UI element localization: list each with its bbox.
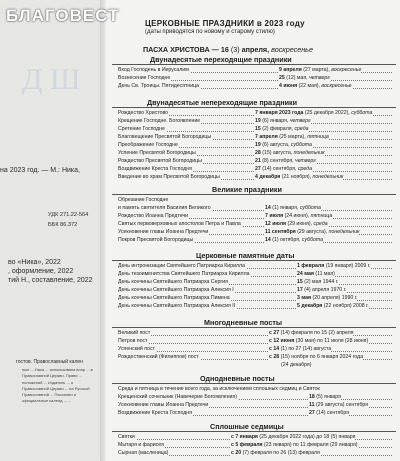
row-date: 18 (5) января	[309, 394, 341, 400]
calendar-row	[118, 386, 392, 393]
calendar-row	[118, 118, 392, 125]
section-title: Великие праздники	[212, 185, 282, 194]
section-divider	[112, 64, 396, 65]
left-page-copyright-line: во «Ника», 2022	[8, 259, 61, 266]
row-name: Крещение Господне. Богоявление	[118, 118, 201, 124]
row-date-continuation: (24 декабря)	[281, 362, 312, 368]
row-date: 14 (1) октября, суббота	[265, 237, 324, 243]
pascha-day: воскресенье	[271, 45, 313, 54]
calendar-row	[118, 287, 392, 294]
calendar-row	[118, 110, 392, 117]
left-page-bbk: ББК 86.372	[48, 222, 78, 228]
row-name: Благовещение Пресвятой Богородицы	[118, 134, 212, 140]
row-date: с 28 (15) ноября по 6 января 2024 года	[269, 354, 364, 360]
section-divider	[112, 107, 396, 108]
pascha-label: ПАСХА ХРИСТОВА — 16	[143, 45, 229, 54]
row-date: с 14 (1) по 27 (14) августа	[269, 346, 332, 352]
row-date: 11 сентября (29 августа), понедельник	[265, 229, 360, 235]
row-date: 12 июля (29 июня), среда	[265, 221, 328, 227]
row-name: Крещенский сочельник (Навечерие Богоявления)	[118, 394, 237, 400]
row-date: 4 июня (22 мая), воскресенье	[279, 83, 352, 89]
calendar-row	[118, 205, 392, 212]
row-name: Успение Пресвятой Богородицы	[118, 150, 196, 156]
section-title: Церковные памятные даты	[196, 251, 295, 260]
calendar-row	[118, 394, 392, 401]
calendar-row	[118, 126, 392, 133]
row-name: Великий пост	[118, 330, 151, 336]
row-name: День интронизации Святейшего Патриарха Кирилла	[118, 263, 245, 269]
row-name: День кончины Святейшего Патриарха Алексия II	[118, 303, 236, 309]
calendar-row	[118, 442, 392, 449]
row-name: Рождество Иоанна Предтечи	[118, 213, 189, 219]
row-date: 28 (15) августа, понедельник	[255, 150, 325, 156]
row-date: с 20 (7) февраля по 26 (13) февраля	[231, 450, 320, 456]
calendar-row	[118, 166, 392, 173]
row-name: Покров Пресвятой Богородицы	[118, 237, 194, 243]
row-name: Святых первоверховных апостолов Петра и Павла	[118, 221, 241, 227]
row-date: с 12 июня (30 мая) по 11 июля (28 июня)	[269, 338, 369, 344]
left-page-udk: УДК 271.22-564	[48, 212, 89, 218]
calendar-row	[118, 338, 392, 345]
calendar-row	[118, 142, 392, 149]
row-name: Рождество Христово	[118, 110, 169, 116]
row-name: День Св. Троицы. Пятидесятница	[118, 83, 200, 89]
section-title: Многодневные посты	[204, 318, 282, 327]
row-date: 7 января 2023 года (25 декабря 2022), суббота	[255, 110, 373, 116]
section-divider	[112, 260, 396, 261]
pascha-old-date: (3)	[230, 45, 240, 54]
section-title: Двунадесятые переходящие праздники	[150, 55, 292, 64]
row-date: 17 (4) апреля 1970 г.	[297, 287, 347, 293]
calendar-row	[118, 213, 392, 220]
row-date: 14 (1) января, суббота	[265, 205, 321, 211]
row-name: Сырная (масленица)	[118, 450, 169, 456]
calendar-row	[118, 279, 392, 286]
calendar-row	[118, 158, 392, 165]
row-name: День тезоименитства Святейшего Патриарха Кирилла	[118, 271, 250, 277]
row-date: 27 (14) сентября	[309, 410, 350, 416]
row-date: 27 (14) сентября, среда	[255, 166, 312, 172]
calendar-row	[118, 83, 392, 90]
row-name: Петров пост	[118, 338, 148, 344]
calendar-row	[118, 410, 392, 417]
calendar-row	[118, 346, 392, 353]
row-date: 21 (8) сентября, четверг	[255, 158, 316, 164]
calendar-row	[118, 221, 392, 228]
row-name: День кончины Святейшего Патриарха Пимена	[118, 295, 230, 301]
calendar-row	[118, 354, 392, 361]
section-title: Сплошные седмицы	[210, 422, 284, 431]
row-date: с 7 января (25 декабря 2022 года) до 18 (5) января	[231, 434, 356, 440]
calendar-row	[118, 303, 392, 310]
row-name: Воздвижение Креста Господня	[118, 166, 192, 172]
row-date: 19 (6) августа, суббота	[255, 142, 312, 148]
row-date: с 5 февраля (23 января) по 11 февраля (29 января)	[231, 442, 358, 448]
row-date: 15 (2) февраля, среда	[255, 126, 309, 132]
left-page-copyright-line: тий Н., составление, 2022	[8, 277, 93, 284]
row-name: Мытаря и фарисея	[118, 442, 164, 448]
row-name: Усекновение главы Иоанна Предтечи	[118, 402, 209, 408]
left-page	[0, 0, 103, 461]
row-name: Воздвижение Креста Господня	[118, 410, 192, 416]
row-name: Святки	[118, 434, 135, 440]
pascha-date: апреля,	[241, 45, 270, 54]
calendar-row	[118, 330, 392, 337]
calendar-row	[118, 434, 392, 441]
row-date: 5 декабря (22 ноября) 2008 г.	[297, 303, 369, 309]
page-title: ЦЕРКОВНЫЕ ПРАЗДНИКИ в 2023 году	[145, 19, 305, 28]
row-name: Среда и пятница в течение всего года, за исключением сплошных седмиц и Святок	[118, 386, 320, 392]
calendar-row	[118, 402, 392, 409]
row-name: Вход Господень в Иерусалим	[118, 67, 189, 73]
pascha-line	[143, 45, 313, 54]
row-name: Вознесение Господне	[118, 75, 171, 81]
left-page-bibliographic-line: на 2023 год. — М.: Ника,	[0, 167, 80, 174]
section-divider	[112, 383, 396, 384]
calendar-row	[118, 362, 392, 369]
calendar-row	[118, 67, 392, 74]
row-name: День кончины Святейшего Патриарха Сергия	[118, 279, 228, 285]
watermark-logo: БЛАГОВЕСТ	[6, 6, 120, 25]
row-name: Рождество Пресвятой Богородицы	[118, 158, 202, 164]
row-date: 9 апреля (27 марта), воскресенье	[279, 67, 362, 73]
row-name: и память святителя Василия Великого	[118, 205, 211, 211]
row-name: Введение во храм Пресвятой Богородицы	[118, 174, 220, 180]
row-name: Преображение Господне	[118, 142, 178, 148]
row-date: 19 (6) января, четверг	[255, 118, 311, 124]
calendar-row	[118, 174, 392, 181]
calendar-row	[118, 75, 392, 82]
section-title: Двунадесятые непереходящие праздники	[147, 98, 298, 107]
row-date: 15 (2) мая 1944 г.	[297, 279, 339, 285]
row-name: Рождественский (Филиппов) пост	[118, 354, 199, 360]
row-name: Усекновение главы Иоанна Предтечи	[118, 229, 209, 235]
left-page-annotation-line: гостов. Православный кален	[16, 359, 83, 365]
row-date: 7 апреля (25 марта), пятница	[255, 134, 329, 140]
row-date: 24 мая (11 мая)	[297, 271, 335, 277]
left-page-show-through-text: Д Ш	[22, 63, 81, 96]
section-divider	[112, 431, 396, 432]
row-name: Сретение Господне	[118, 126, 165, 132]
calendar-row	[118, 295, 392, 302]
section-divider	[112, 327, 396, 328]
calendar-row	[118, 197, 392, 204]
row-date: 25 (12) мая, четверг	[279, 75, 330, 81]
dot-leader	[118, 351, 392, 352]
calendar-row	[118, 237, 392, 244]
row-name: День кончины Святейшего Патриарха Алексия I	[118, 287, 234, 293]
calendar-row	[118, 263, 392, 270]
calendar-row	[118, 150, 392, 157]
row-date: 11 (29 августа) сентября	[309, 402, 369, 408]
row-name: Успенский пост	[118, 346, 155, 352]
row-date: с 27 (14) февраля по 15 (2) апреля	[269, 330, 354, 336]
calendar-row	[118, 134, 392, 141]
section-title: Однодневные посты	[200, 374, 275, 383]
row-date: 3 мая (20 апреля) 1990 г.	[297, 295, 358, 301]
row-date: 1 февраля (19 января) 2009 г.	[297, 263, 371, 269]
section-divider	[112, 194, 396, 195]
page-subtitle: (даты приводятся по новому и старому стилю)	[145, 29, 275, 35]
row-date: 7 июля (24 июня), пятница	[265, 213, 333, 219]
row-name: Обрезание Господне	[118, 197, 169, 203]
row-date: 4 декабря (21 ноября), понедельник	[255, 174, 344, 180]
calendar-row	[118, 271, 392, 278]
calendar-row	[118, 229, 392, 236]
calendar-row	[118, 450, 392, 457]
left-page-copyright-line: , оформление, 2022	[8, 268, 74, 275]
left-page-annotation-text: ные ... Ника ... использована вопр ... в Православной Церкви. Прави ... положений ... Издатель ... о Православной Церкви ... на Русской Православной ... Пасхалии и официальные календ ... ...	[22, 367, 93, 404]
